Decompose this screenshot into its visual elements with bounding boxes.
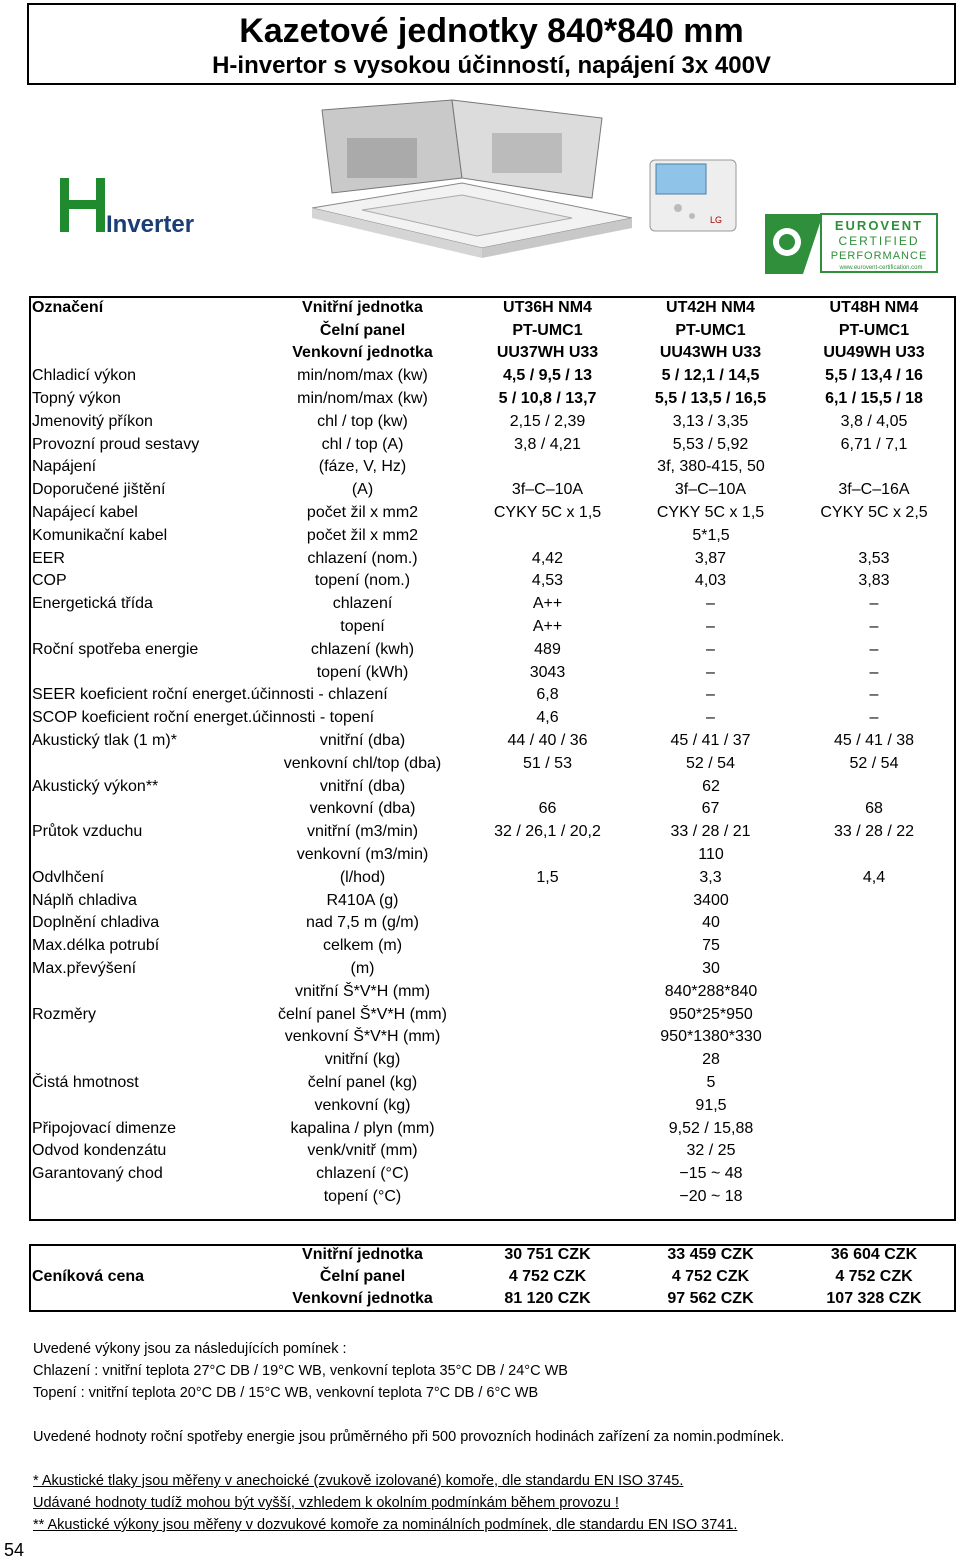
row-value-2: –	[706, 686, 715, 704]
price-value: 107 328 CZK	[826, 1290, 922, 1307]
row-value-span: 3400	[693, 891, 729, 909]
page-title: Kazetové jednotky 840*840 mm	[239, 12, 744, 50]
table-row	[29, 1162, 956, 1185]
spec-header-row	[29, 319, 956, 342]
row-param: R410A (g)	[326, 891, 399, 909]
row-label: Chladicí výkon	[32, 367, 137, 385]
h-inverter-text: Inverter	[106, 211, 195, 238]
table-row	[29, 570, 956, 593]
row-label: Topný výkon	[32, 390, 121, 408]
remote-brand: LG	[710, 215, 723, 225]
row-label	[29, 1094, 259, 1117]
eurovent-url: www.eurovent-certification.com	[839, 265, 923, 271]
row-label	[29, 615, 259, 638]
row-param: venk/vnitř (mm)	[307, 1142, 418, 1160]
price-value: 97 562 CZK	[667, 1290, 754, 1307]
row-param: (A)	[351, 481, 374, 499]
row-label: Doplnění chladiva	[32, 914, 160, 932]
spec-header-row	[29, 342, 956, 365]
header-cell-model-1: PT-UMC1	[512, 321, 583, 339]
table-row	[29, 433, 956, 456]
row-param: venkovní (m3/min)	[296, 846, 429, 864]
row-value-1: 44 / 40 / 36	[507, 732, 588, 750]
row-label: Max.délka potrubí	[32, 937, 160, 955]
row-value-span: 30	[702, 960, 720, 977]
row-label: Napájecí kabel	[32, 504, 138, 522]
row-label: Akustický tlak (1 m)*	[32, 732, 177, 750]
table-row	[29, 889, 956, 912]
price-label: Ceníková cena	[32, 1268, 145, 1285]
row-param: venkovní (dba)	[309, 800, 416, 818]
row-label: Garantovaný chod	[32, 1165, 163, 1183]
row-param: chl / top (A)	[321, 435, 404, 453]
row-param: chlazení (kwh)	[310, 640, 415, 658]
row-value-span: 40	[702, 914, 720, 932]
row-value-2: 67	[701, 800, 720, 818]
spec-header-row	[29, 296, 956, 319]
table-row	[29, 592, 956, 615]
row-value-span: 5	[706, 1073, 716, 1091]
table-row	[29, 1117, 956, 1140]
row-label: COP	[32, 572, 67, 590]
row-param: celkem (m)	[322, 937, 403, 955]
row-value-3: 45 / 41 / 38	[833, 732, 915, 750]
table-row	[29, 410, 956, 433]
row-param: vnitřní (m3/min)	[306, 823, 419, 841]
price-value: 30 751 CZK	[504, 1246, 591, 1263]
row-param: venkovní Š*V*H (mm)	[284, 1028, 441, 1046]
table-row	[29, 1185, 956, 1208]
row-param: čelní panel (kg)	[307, 1073, 418, 1091]
row-value-1: 4,42	[531, 549, 564, 567]
row-param: chlazení (°C)	[316, 1165, 409, 1183]
row-param: chlazení (nom.)	[307, 549, 418, 567]
header-cell-param: Čelní panel	[319, 321, 406, 339]
row-value-span: 950*25*950	[669, 1005, 753, 1023]
row-value-1: 4,6	[536, 709, 559, 727]
table-row	[29, 1026, 956, 1049]
row-value-2: 4,03	[694, 572, 727, 590]
row-value-1: 6,8	[536, 686, 559, 704]
row-param: čelní panel Š*V*H (mm)	[278, 1005, 447, 1023]
row-param: počet žil x mm2	[306, 526, 419, 544]
header-cell-model-3: PT-UMC1	[838, 321, 910, 339]
row-value-span: −20 ~ 18	[679, 1187, 743, 1205]
row-value-3: 3,53	[858, 549, 890, 567]
row-value-3: –	[869, 595, 879, 613]
row-value-2: –	[706, 595, 715, 613]
row-value-3: 33 / 28 / 22	[833, 823, 915, 841]
row-param: (l/hod)	[339, 868, 386, 886]
row-value-2: 3f–C–10A	[674, 481, 747, 499]
row-value-1: 489	[534, 640, 561, 658]
table-row	[29, 1003, 956, 1026]
row-value-3: 5,5 / 13,4 / 16	[825, 367, 923, 385]
row-label	[29, 661, 259, 684]
row-param: chl / top (kw)	[317, 412, 408, 430]
row-label: SEER koeficient roční energet.účinnosti - chlazení	[32, 686, 388, 704]
note-acoustic-pressure: * Akustické tlaky jsou měřeny v anechoické (zvukově izolované) komoře, dle standardu EN ISO 3745.	[33, 1473, 684, 1489]
row-label: Doporučené jištění	[32, 481, 166, 499]
page-subtitle: H-invertor s vysokou účinností, napájení 3x 400V	[212, 52, 771, 79]
row-value-3: CYKY 5C x 2,5	[820, 504, 928, 522]
header-cell-label	[29, 342, 259, 365]
header-cell-model-2: PT-UMC1	[675, 321, 746, 339]
row-value-2: 3,3	[699, 868, 722, 886]
h-inverter-logo	[58, 176, 218, 236]
row-value-1: A++	[532, 595, 563, 613]
note-heating: Topení : vnitřní teplota 20°C DB / 15°C WB, venkovní teplota 7°C DB / 6°C WB	[33, 1385, 539, 1401]
row-param: topení (°C)	[323, 1187, 402, 1205]
table-row	[29, 980, 956, 1003]
row-label: Napájení	[32, 458, 97, 476]
row-value-1: 1,5	[536, 868, 559, 886]
price-table	[29, 1244, 956, 1310]
row-value-1: 3,8 / 4,21	[514, 435, 581, 453]
row-label: Náplň chladiva	[32, 891, 137, 909]
row-value-2: 33 / 28 / 21	[670, 823, 751, 841]
table-row	[29, 706, 956, 729]
table-row	[29, 934, 956, 957]
row-value-3: –	[869, 686, 879, 704]
table-row	[29, 524, 956, 547]
eurovent-line2: CERTIFIED	[838, 234, 920, 248]
row-value-1: CYKY 5C x 1,5	[493, 504, 602, 522]
row-value-3: 52 / 54	[849, 754, 899, 772]
row-label: Roční spotřeba energie	[32, 640, 199, 658]
table-row	[29, 501, 956, 524]
row-value-3: –	[869, 640, 879, 658]
row-value-2: 5,5 / 13,5 / 16,5	[654, 390, 767, 408]
row-value-2: –	[706, 640, 715, 658]
price-value: 36 604 CZK	[830, 1246, 918, 1263]
row-param: (m)	[350, 960, 375, 977]
row-label	[29, 752, 259, 775]
row-label	[29, 1048, 259, 1071]
table-row	[29, 615, 956, 638]
row-label: Komunikační kabel	[32, 526, 168, 544]
remote-controller-image	[648, 158, 738, 233]
row-value-span: −15 ~ 48	[679, 1165, 743, 1183]
row-label: Akustický výkon**	[32, 777, 159, 795]
row-param: nad 7,5 m (g/m)	[306, 914, 419, 932]
table-row	[29, 547, 956, 570]
row-value-3: –	[869, 618, 879, 636]
row-label	[29, 980, 259, 1003]
row-value-2: –	[706, 663, 715, 681]
row-label: Odvlhčení	[32, 868, 105, 886]
row-label: Průtok vzduchu	[32, 823, 143, 841]
row-param: vnitřní (dba)	[319, 732, 406, 750]
row-param: venkovní (kg)	[314, 1096, 411, 1114]
table-row	[29, 1139, 956, 1162]
row-value-span: 9,52 / 15,88	[668, 1119, 754, 1137]
title-box	[27, 3, 956, 85]
table-row	[29, 820, 956, 843]
row-value-3: 6,1 / 15,5 / 18	[825, 390, 923, 408]
table-row	[29, 798, 956, 821]
header-cell-model-2: UU43WH U33	[659, 344, 762, 362]
row-value-1: 32 / 26,1 / 20,2	[494, 823, 601, 841]
eurovent-logo	[763, 212, 939, 276]
row-label: Energetická třída	[32, 595, 153, 613]
table-row	[29, 1071, 956, 1094]
row-value-3: 4,4	[862, 868, 886, 886]
row-param: (fáze, V, Hz)	[318, 458, 407, 476]
row-param: vnitřní (kg)	[324, 1051, 401, 1069]
row-label	[29, 1185, 259, 1208]
row-value-1: A++	[532, 618, 563, 636]
table-row	[29, 478, 956, 501]
row-param: topení (nom.)	[314, 572, 411, 590]
row-value-2: 3,13 / 3,35	[672, 412, 749, 430]
row-value-3: 68	[865, 800, 883, 818]
header-cell-model-3: UU49WH U33	[823, 344, 925, 362]
eurovent-line3: PERFORMANCE	[830, 250, 928, 262]
table-row	[29, 364, 956, 387]
table-row	[29, 661, 956, 684]
spec-table	[29, 296, 956, 1208]
row-value-1: 66	[538, 800, 557, 818]
header-cell-label: Označení	[32, 298, 104, 316]
row-value-span: 62	[702, 777, 720, 795]
table-row	[29, 843, 956, 866]
row-value-span: 110	[698, 846, 724, 864]
row-value-1: 3043	[529, 663, 566, 681]
row-param: topení	[340, 618, 385, 636]
row-value-2: 52 / 54	[686, 754, 735, 772]
header-cell-model-2: UT42H NM4	[666, 298, 755, 316]
row-value-1: 4,53	[531, 572, 564, 590]
row-value-span: 840*288*840	[664, 982, 758, 1000]
row-value-1: 4,5 / 9,5 / 13	[503, 367, 592, 385]
row-label: Připojovací dimenze	[32, 1119, 177, 1137]
table-row	[29, 729, 956, 752]
table-row	[29, 456, 956, 479]
row-value-span: 950*1380*330	[660, 1028, 762, 1046]
row-param: vnitřní Š*V*H (mm)	[294, 982, 431, 1000]
row-param: počet žil x mm2	[306, 504, 419, 522]
row-value-span: 75	[702, 937, 720, 955]
row-value-span: 28	[702, 1051, 720, 1069]
table-row	[29, 1094, 956, 1117]
row-value-3: –	[869, 709, 879, 727]
notes	[33, 1338, 943, 1536]
header-cell-model-3: UT48H NM4	[829, 298, 919, 316]
row-value-2: –	[706, 618, 715, 636]
price-item: Venkovní jednotka	[292, 1290, 433, 1307]
table-row	[29, 912, 956, 935]
table-row	[29, 957, 956, 980]
note-energy: Uvedené hodnoty roční spotřeby energie jsou průměrného při 500 provozních hodinách zařízení za nomin.podmínek.	[33, 1429, 785, 1445]
row-value-span: 3f, 380-415, 50	[657, 458, 765, 476]
row-value-3: 3f–C–16A	[838, 481, 910, 499]
price-value: 81 120 CZK	[504, 1290, 591, 1307]
note-cooling: Chlazení : vnitřní teplota 27°C DB / 19°C WB, venkovní teplota 35°C DB / 24°C WB	[33, 1363, 568, 1379]
row-value-1: 3f–C–10A	[511, 481, 584, 499]
header-cell-model-1: UU37WH U33	[496, 344, 599, 362]
row-value-span: 32 / 25	[686, 1142, 736, 1160]
row-label: Čistá hmotnost	[32, 1073, 139, 1091]
header-cell-param: Vnitřní jednotka	[302, 298, 423, 316]
row-label	[29, 798, 259, 821]
row-label	[29, 1026, 259, 1049]
row-value-2: 45 / 41 / 37	[670, 732, 751, 750]
row-value-3: 3,83	[858, 572, 890, 590]
price-value: 33 459 CZK	[667, 1246, 754, 1263]
note-conditions: Uvedené výkony jsou za následujících pomínek :	[33, 1341, 347, 1357]
cassette-unit-image	[302, 98, 632, 288]
eurovent-line1: EUROVENT	[834, 218, 924, 233]
row-label: EER	[32, 549, 65, 567]
row-value-1: 51 / 53	[523, 754, 572, 772]
row-value-3: –	[869, 663, 879, 681]
table-row	[29, 1048, 956, 1071]
row-param: min/nom/max (kw)	[297, 390, 428, 408]
table-row	[29, 638, 956, 661]
row-param: vnitřní (dba)	[319, 777, 406, 795]
row-label: Max.převýšení	[32, 960, 137, 977]
row-param: venkovní chl/top (dba)	[283, 754, 442, 772]
note-acoustic-disclaimer: Udávané hodnoty tudíž mohou být vyšší, vzhledem k okolním podmínkám během provozu !	[33, 1495, 619, 1511]
row-value-2: –	[706, 709, 715, 727]
header-cell-model-1: UT36H NM4	[503, 298, 592, 316]
table-row	[29, 866, 956, 889]
row-value-1: 5 / 10,8 / 13,7	[498, 390, 597, 408]
row-label: Rozměry	[32, 1005, 97, 1023]
price-value: 4 752 CZK	[671, 1268, 750, 1285]
row-value-span: 5*1,5	[692, 526, 730, 544]
price-value: 4 752 CZK	[508, 1268, 587, 1285]
row-label: Odvod kondenzátu	[32, 1142, 167, 1160]
row-param: chlazení	[332, 595, 393, 613]
row-value-2: 5,53 / 5,92	[672, 435, 749, 453]
price-row	[29, 1244, 956, 1266]
row-label: SCOP koeficient roční energet.účinnosti - topení	[32, 709, 375, 727]
row-value-3: 3,8 / 4,05	[840, 412, 908, 430]
price-item: Vnitřní jednotka	[302, 1246, 423, 1263]
price-item: Čelní panel	[319, 1268, 406, 1285]
row-value-2: CYKY 5C x 1,5	[656, 504, 765, 522]
page-number: 54	[4, 1540, 25, 1560]
table-row	[29, 752, 956, 775]
header-cell-label	[29, 319, 259, 342]
header-cell-param: Venkovní jednotka	[292, 344, 433, 362]
row-value-1: 2,15 / 2,39	[509, 412, 586, 430]
row-value-3: 6,71 / 7,1	[840, 435, 908, 453]
row-param: topení (kWh)	[316, 663, 409, 681]
note-acoustic-power: ** Akustické výkony jsou měřeny v dozvukové komoře za nominálních podmínek, dle standardu EN ISO 3741.	[33, 1517, 738, 1533]
row-value-2: 3,87	[694, 549, 727, 567]
table-row	[29, 387, 956, 410]
row-label: Provozní proud sestavy	[32, 435, 200, 453]
row-value-2: 5 / 12,1 / 14,5	[661, 367, 760, 385]
row-label	[29, 843, 259, 866]
row-param: min/nom/max (kw)	[297, 367, 428, 385]
table-row	[29, 775, 956, 798]
row-value-span: 91,5	[695, 1096, 727, 1114]
row-label: Jmenovitý příkon	[32, 412, 153, 430]
table-row	[29, 684, 956, 707]
price-value: 4 752 CZK	[835, 1268, 913, 1285]
row-param: kapalina / plyn (mm)	[290, 1119, 435, 1137]
